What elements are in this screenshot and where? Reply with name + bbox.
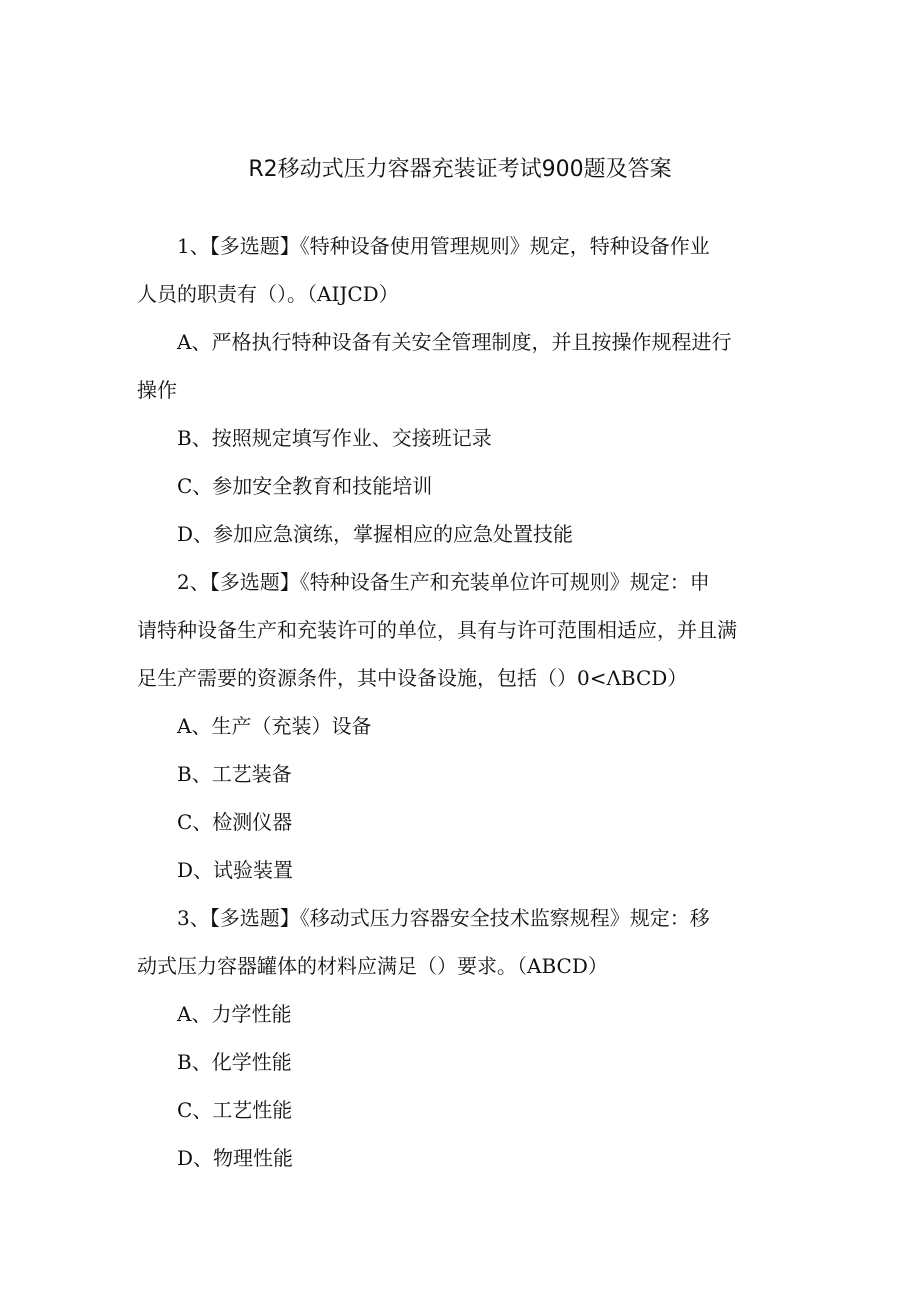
question-3-line-1: 3、【多选题】《移动式压力容器安全技术监察规程》规定：移 — [177, 906, 710, 930]
question-3-line-2: 动式压力容器罐体的材料应满足（）要求。（ABCD） — [137, 954, 608, 978]
question-2-line-3: 足生产需要的资源条件，其中设备设施，包括（）0<ΛBCD） — [137, 666, 688, 690]
question-1-option-d: D、参加应急演练，掌握相应的应急处置技能 — [177, 522, 574, 546]
question-list — [137, 222, 782, 1182]
question-3-option-d: D、物理性能 — [177, 1146, 294, 1170]
question-1-option-c: C、参加安全教育和技能培训 — [177, 474, 433, 498]
question-3-option-c: C、工艺性能 — [177, 1098, 293, 1122]
question-2-line-1: 2、【多选题】《特种设备生产和充装单位许可规则》规定：申 — [177, 570, 710, 594]
question-1-option-b: B、按照规定填写作业、交接班记录 — [177, 426, 492, 450]
question-3 — [137, 894, 782, 1182]
question-2-option-c: C、检测仪器 — [177, 810, 293, 834]
question-2-option-a: A、生产（充装）设备 — [177, 714, 372, 738]
question-2-option-b: B、工艺装备 — [177, 762, 292, 786]
question-1 — [137, 222, 782, 558]
question-2-option-d: D、试验装置 — [177, 858, 294, 882]
question-1-option-a: A、严格执行特种设备有关安全管理制度，并且按操作规程进行 — [177, 330, 732, 354]
question-3-option-a: A、力学性能 — [177, 1002, 292, 1026]
question-1-line-1: 1、【多选题】《特种设备使用管理规则》规定，特种设备作业 — [177, 234, 710, 258]
document-title: R2移动式压力容器充装证考试900题及答案 — [248, 157, 672, 182]
question-1-option-a-cont: 操作 — [137, 378, 177, 402]
question-2-line-2: 请特种设备生产和充装许可的单位，具有与许可范围相适应，并且满 — [137, 618, 737, 642]
question-3-option-b: B、化学性能 — [177, 1050, 292, 1074]
question-2 — [137, 558, 782, 894]
question-1-line-2: 人员的职责有（）。（AIJCD） — [137, 282, 399, 306]
